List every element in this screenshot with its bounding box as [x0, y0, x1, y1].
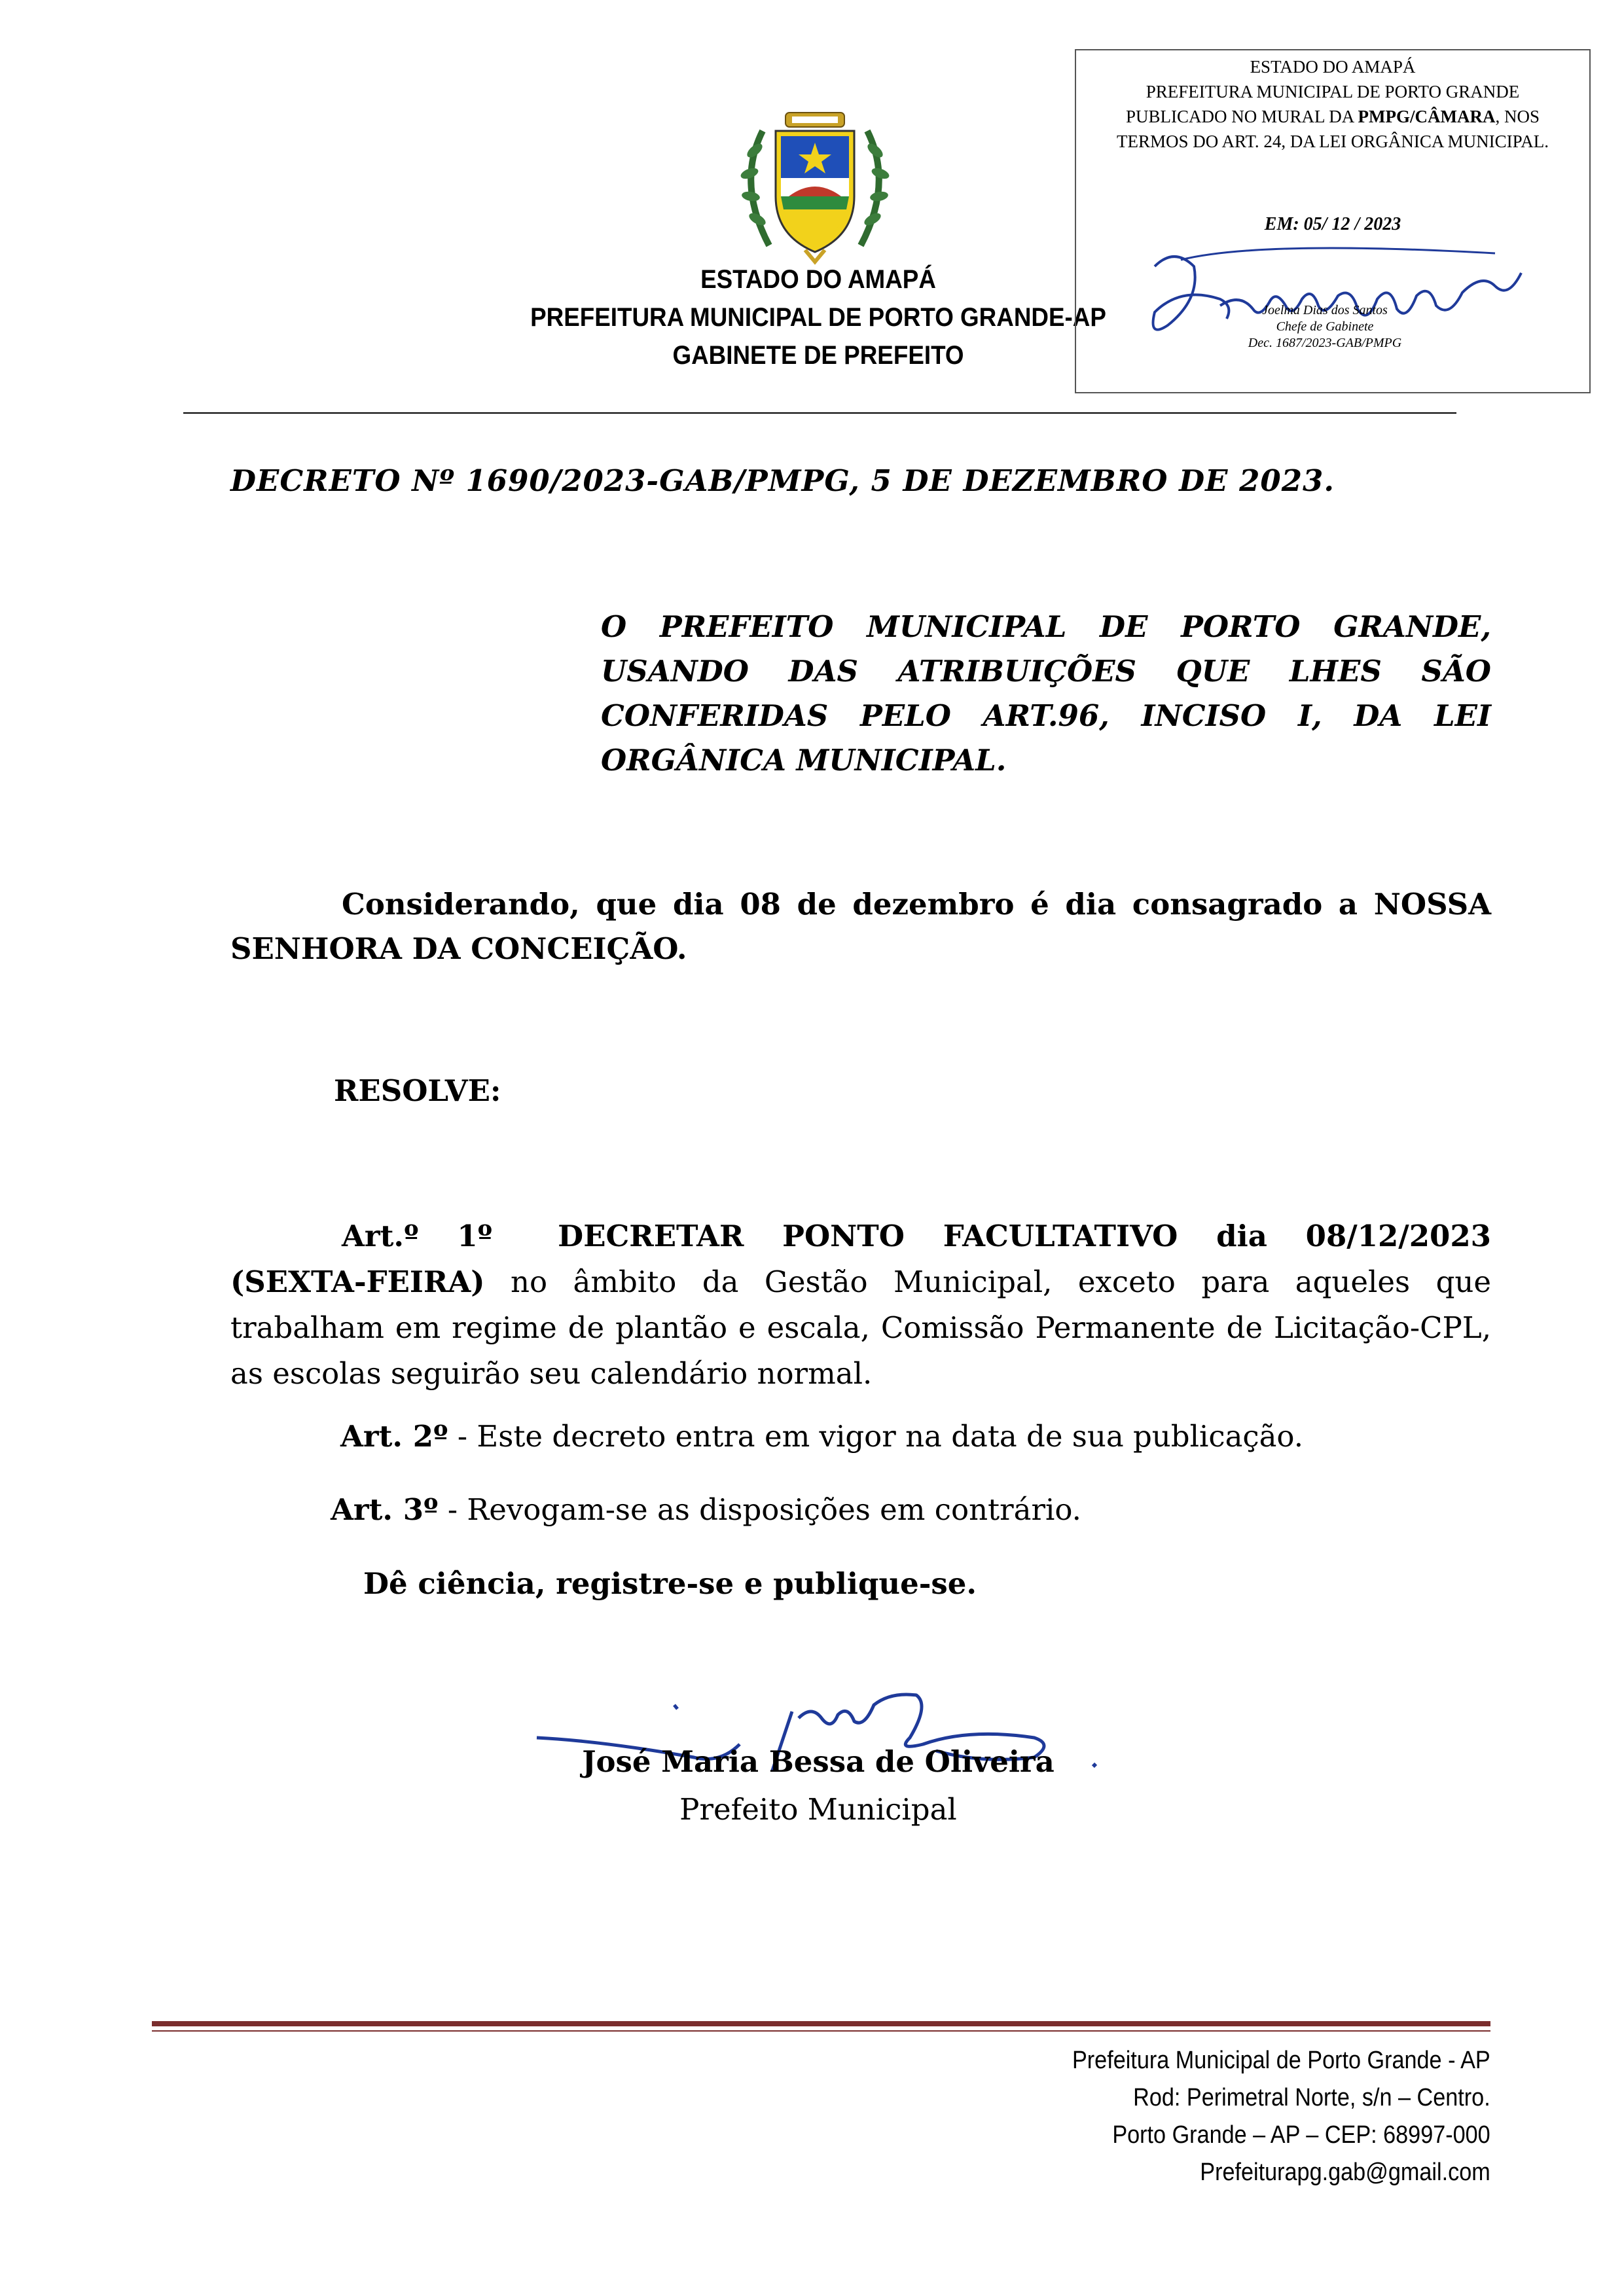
decree-title: DECRETO Nº 1690/2023-GAB/PMPG, 5 DE DEZEMBRO DE 2023.	[230, 463, 1335, 498]
stamp-signer-name: Joelma Dias dos Santos	[1262, 303, 1388, 317]
stamp-date: EM: 05/ 12 / 2023	[1264, 214, 1401, 234]
stamp-signer	[1174, 302, 1475, 351]
preamble-line: O PREFEITO MUNICIPAL DE PORTO GRANDE,	[601, 609, 1491, 644]
footer-address	[1072, 2042, 1490, 2191]
considerando-clause: Considerando, que dia 08 de dezembro é dia consagrado a NOSSA SENHORA DA CONCEIÇÃO.	[230, 887, 1491, 966]
preamble-line: ORGÂNICA MUNICIPAL.	[601, 743, 1007, 778]
article-3-text: - Revogam-se as disposições em contrário.	[438, 1492, 1081, 1527]
decree-preamble	[601, 605, 1491, 783]
footer-line-3: Porto Grande – AP – CEP: 68997-000	[1112, 2121, 1490, 2149]
header-divider	[183, 412, 1456, 414]
stamp-line-4: TERMOS DO ART. 24, DA LEI ORGÂNICA MUNICIPAL.	[1117, 132, 1549, 151]
footer-line-1: Prefeitura Municipal de Porto Grande - AP	[1072, 2047, 1490, 2074]
closing-statement: Dê ciência, registre-se e publique-se.	[363, 1566, 977, 1601]
stamp-signer-role: Chefe de Gabinete	[1276, 319, 1374, 334]
header-state: ESTADO DO AMAPÁ	[700, 265, 936, 294]
stamp-line-2: PREFEITURA MUNICIPAL DE PORTO GRANDE	[1146, 82, 1520, 101]
footer-email: Prefeiturapg.gab@gmail.com	[1200, 2159, 1490, 2186]
article-1	[230, 1213, 1491, 1397]
preamble-line: CONFERIDAS PELO ART.96, INCISO I, DA LEI	[601, 698, 1491, 733]
preamble-line: USANDO DAS ATRIBUIÇÕES QUE LHES SÃO	[601, 654, 1491, 689]
stamp-line-1: ESTADO DO AMAPÁ	[1250, 57, 1416, 77]
resolve-heading: RESOLVE:	[334, 1073, 501, 1108]
article-1-text: no âmbito da Gestão Municipal, exceto para aqueles que trabalham em regime de plantão e escala, Comissão Permanente de Licitação-CPL, as escolas seguirão seu calendário normal.	[230, 1265, 1491, 1391]
article-2-text: - Este decreto entra em vigor na data de sua publicação.	[448, 1419, 1304, 1454]
footer-line-2: Rod: Perimetral Norte, s/n – Centro.	[1133, 2084, 1490, 2111]
header-office: GABINETE DE PREFEITO	[672, 341, 964, 370]
header-prefecture: PREFEITURA MUNICIPAL DE PORTO GRANDE-AP	[530, 303, 1106, 332]
article-1-label: Art.º 1º	[342, 1219, 493, 1253]
letterhead	[499, 260, 1137, 374]
municipal-crest-icon	[723, 105, 907, 268]
article-3-label: Art. 3º	[331, 1492, 439, 1527]
mayor-role: Prefeito Municipal	[679, 1792, 957, 1827]
article-3	[331, 1492, 1081, 1527]
stamp-line-3: PUBLICADO NO MURAL DA PMPG/CÂMARA, NOS	[1126, 107, 1540, 126]
footer-divider	[152, 2021, 1490, 2026]
mayor-name: José Maria Bessa de Oliveira	[582, 1744, 1055, 1779]
publication-stamp	[1075, 49, 1591, 393]
article-2-label: Art. 2º	[340, 1419, 448, 1454]
article-2	[340, 1419, 1303, 1454]
stamp-signer-decree: Dec. 1687/2023-GAB/PMPG	[1248, 336, 1402, 350]
footer-divider-thin	[152, 2030, 1490, 2032]
article-1-bold: DECRETAR PONTO FACULTATIVO dia 08/12/2023 (SEXTA-FEIRA)	[230, 1219, 1491, 1299]
